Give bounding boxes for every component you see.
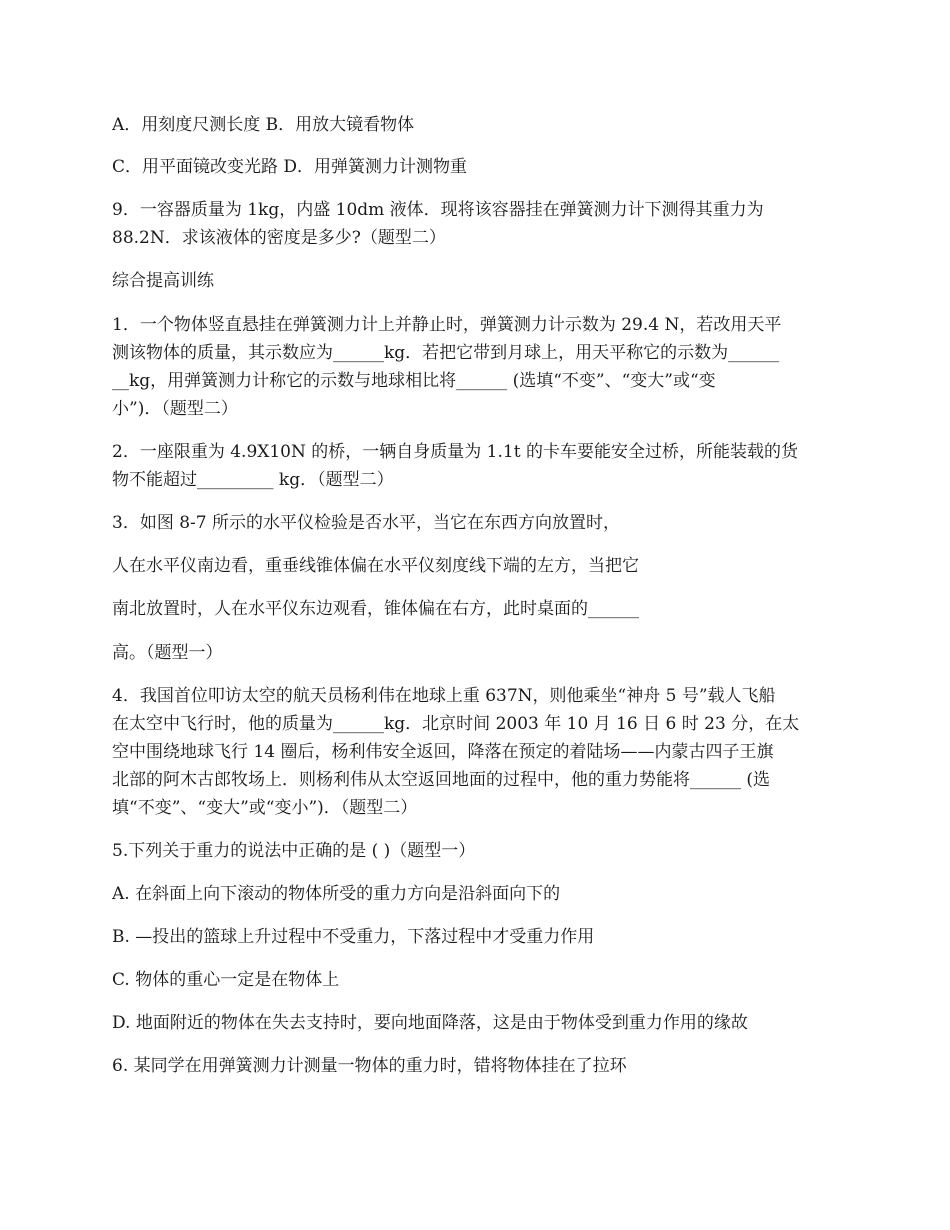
question-1-line-2: 测该物体的质量，其示数应为______kg．若把它带到月球上，用天平称它的示数为______ [112, 343, 780, 363]
question-3-line-1: 3．如图 8-7 所示的水平仪检验是否水平，当它在东西方向放置时， [112, 513, 620, 533]
option-line-ab: A．用刻度尺测长度 B．用放大镜看物体 [112, 115, 415, 135]
option-line-cd: C．用平面镜改变光路 D．用弹簧测力计测物重 [112, 157, 468, 177]
question-5-option-a: A. 在斜面上向下滚动的物体所受的重力方向是沿斜面向下的 [112, 884, 561, 904]
section-heading: 综合提高训练 [112, 271, 214, 291]
question-1-line-1: 1．一个物体竖直悬挂在弹簧测力计上并静止时，弹簧测力计示数为 29.4 N，若改用天平 [112, 315, 782, 335]
question-2-line-1: 2．一座限重为 4.9X10N 的桥，一辆自身质量为 1.1t 的卡车要能安全过桥，所能装载的货 [112, 442, 798, 462]
question-5-option-c: C. 物体的重心一定是在物体上 [112, 970, 340, 990]
question-4-line-2: 在太空中飞行时，他的质量为______kg．北京时间 2003 年 10 月 16 日 6 时 23 分，在太 [112, 714, 800, 734]
question-5-option-b: B. —投出的篮球上升过程中不受重力，下落过程中才受重力作用 [112, 927, 595, 947]
question-5-option-d: D. 地面附近的物体在失去支持时，要向地面降落，这是由于物体受到重力作用的缘故 [112, 1013, 748, 1033]
question-5-stem: 5.下列关于重力的说法中正确的是 ( )（题型一） [112, 841, 476, 861]
question-4-line-5: 填“不变”、“变大”或“变小”)．（题型二） [112, 798, 418, 818]
question-3-line-3: 南北放置时，人在水平仪东边观看，锥体偏在右方，此时桌面的______ [112, 599, 639, 619]
question-1-line-4: 小”)．（题型二） [112, 399, 238, 419]
question-9-line-1: 9．一容器质量为 1kg，内盛 10dm 液体．现将该容器挂在弹簧测力计下测得其重力为 [112, 200, 764, 220]
question-6-line-1: 6. 某同学在用弹簧测力计测量一物体的重力时，错将物体挂在了拉环 [112, 1056, 627, 1076]
question-9-line-2: 88.2N．求该液体的密度是多少?（题型二） [112, 228, 446, 248]
question-3-line-2: 人在水平仪南边看，重垂线锥体偏在水平仪刻度线下端的左方，当把它 [112, 556, 639, 576]
question-4-line-1: 4．我国首位叩访太空的航天员杨利伟在地球上重 637N，则他乘坐“神舟 5 号”载人飞船 [112, 686, 776, 706]
question-4-line-3: 空中围绕地球飞行 14 圈后，杨利伟安全返回，降落在预定的着陆场——内蒙古四子王旗 [112, 742, 774, 762]
question-3-line-4: 高。（题型一） [112, 643, 223, 663]
question-2-line-2: 物不能超过_________ kg．（题型二） [112, 470, 394, 490]
question-1-line-3: __kg，用弹簧测力计称它的示数与地球相比将______ (选填“不变”、“变大”或“变 [112, 371, 716, 391]
question-4-line-4: 北部的阿木古郎牧场上．则杨利伟从太空返回地面的过程中，他的重力势能将______ (选 [112, 770, 771, 790]
